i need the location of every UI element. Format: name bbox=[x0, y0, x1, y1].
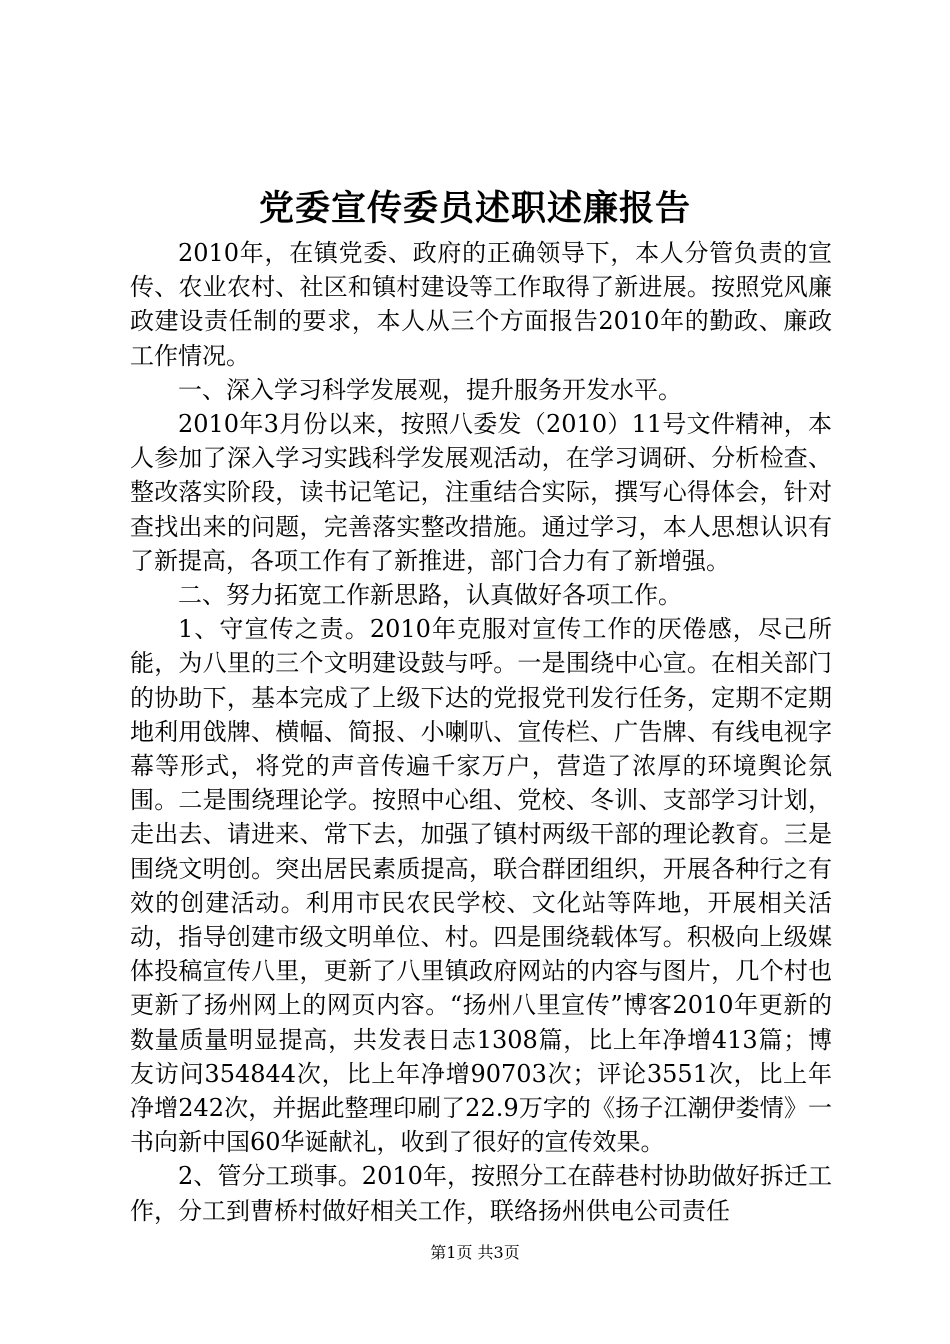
paragraph-study: 2010年3月份以来，按照八委发（2010）11号文件精神，本人参加了深入学习实践科学发展观活动，在学习调研、分析检查、整改落实阶段，读书记笔记，注重结合实际，撰写心得体会，针对查找出来的问题，完善落实整改措施。通过学习，本人思想认识有了新提高，各项工作有了新推进，部门合力有了新增强。 bbox=[130, 410, 832, 575]
paragraph-duties: 2、管分工琐事。2010年，按照分工在薛巷村协助做好拆迁工作，分工到曹桥村做好相关工作，联络扬州供电公司责任 bbox=[130, 1162, 832, 1225]
section-heading-1: 一、深入学习科学发展观，提升服务开发水平。 bbox=[178, 375, 682, 404]
paragraph-publicity: 1、守宣传之责。2010年克服对宣传工作的厌倦感，尽己所能，为八里的三个文明建设鼓与呼。一是围绕中心宣。在相关部门的协助下，基本完成了上级下达的党报党刊发行任务，定期不定期地利用戗牌、横幅、简报、小喇叭、宣传栏、广告牌、有线电视字幕等形式，将党的声音传遍千家万户，营造了浓厚的环境舆论氛围。二是围绕理论学。按照中心组、党校、冬训、支部学习计划，走出去、请进来、常下去，加强了镇村两级干部的理论教育。三是围绕文明创。突出居民素质提高，联合群团组织，开展各种行之有效的创建活动。利用市民农民学校、文化站等阵地，开展相关活动，指导创建市级文明单位、村。四是围绕载体写。积极向上级媒体投稿宣传八里，更新了八里镇政府网站的内容与图片，几个村也更新了扬州网上的网页内容。“扬州八里宣传”博客2010年更新的数量质量明显提高，共发表日志1308篇，比上年净增413篇；博友访问354844次，比上年净增90703次；评论3551次，比上年净增242次，并据此整理印刷了22.9万字的《扬子江潮伊娄情》一书向新中国60华诞献礼，收到了很好的宣传效果。 bbox=[130, 615, 832, 1157]
document-body bbox=[130, 236, 832, 1228]
document-title: 党委宣传委员述职述廉报告 bbox=[258, 188, 691, 229]
page-footer: 第1页 共3页 bbox=[430, 1243, 520, 1262]
section-heading-2: 二、努力拓宽工作新思路，认真做好各项工作。 bbox=[178, 581, 682, 610]
paragraph-intro: 2010年，在镇党委、政府的正确领导下，本人分管负责的宣传、农业农村、社区和镇村建设等工作取得了新进展。按照党风廉政建设责任制的要求，本人从三个方面报告2010年的勤政、廉政工作情况。 bbox=[130, 239, 832, 370]
